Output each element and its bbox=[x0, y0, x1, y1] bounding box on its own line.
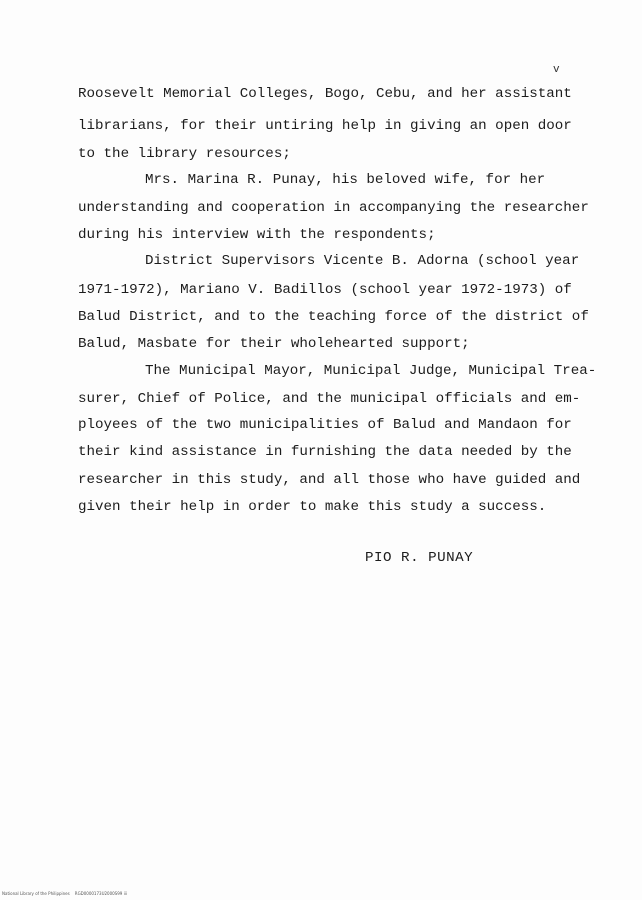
signature-name: PIO R. PUNAY bbox=[365, 550, 474, 566]
text-line: Balud District, and to the teaching force of the district of bbox=[78, 309, 589, 325]
text-line: District Supervisors Vicente B. Adorna (school year bbox=[145, 253, 580, 269]
text-line: 1971-1972), Mariano V. Badillos (school year 1972-1973) of bbox=[78, 282, 572, 298]
library-footer: National Library of the Philippines RGD0000173U2000S99 iii bbox=[2, 891, 127, 896]
text-line: researcher in this study, and all those who have guided and bbox=[78, 472, 581, 488]
text-line: to the library resources; bbox=[78, 146, 291, 162]
page-number: v bbox=[553, 64, 560, 76]
text-line: given their help in order to make this study a success. bbox=[78, 499, 547, 515]
text-line: ployees of the two municipalities of Balud and Mandaon for bbox=[78, 417, 572, 433]
text-line: understanding and cooperation in accompanying the researcher bbox=[78, 200, 589, 216]
text-line: librarians, for their untiring help in giving an open door bbox=[78, 118, 572, 134]
text-line: Balud, Masbate for their wholehearted support; bbox=[78, 336, 470, 352]
text-line: Roosevelt Memorial Colleges, Bogo, Cebu, and her assistant bbox=[78, 86, 572, 102]
text-line: during his interview with the respondents; bbox=[78, 227, 436, 243]
text-line: The Municipal Mayor, Municipal Judge, Municipal Trea- bbox=[145, 363, 597, 379]
text-line: surer, Chief of Police, and the municipal officials and em- bbox=[78, 391, 581, 407]
text-line: Mrs. Marina R. Punay, his beloved wife, for her bbox=[145, 172, 546, 188]
text-line: their kind assistance in furnishing the data needed by the bbox=[78, 444, 572, 460]
